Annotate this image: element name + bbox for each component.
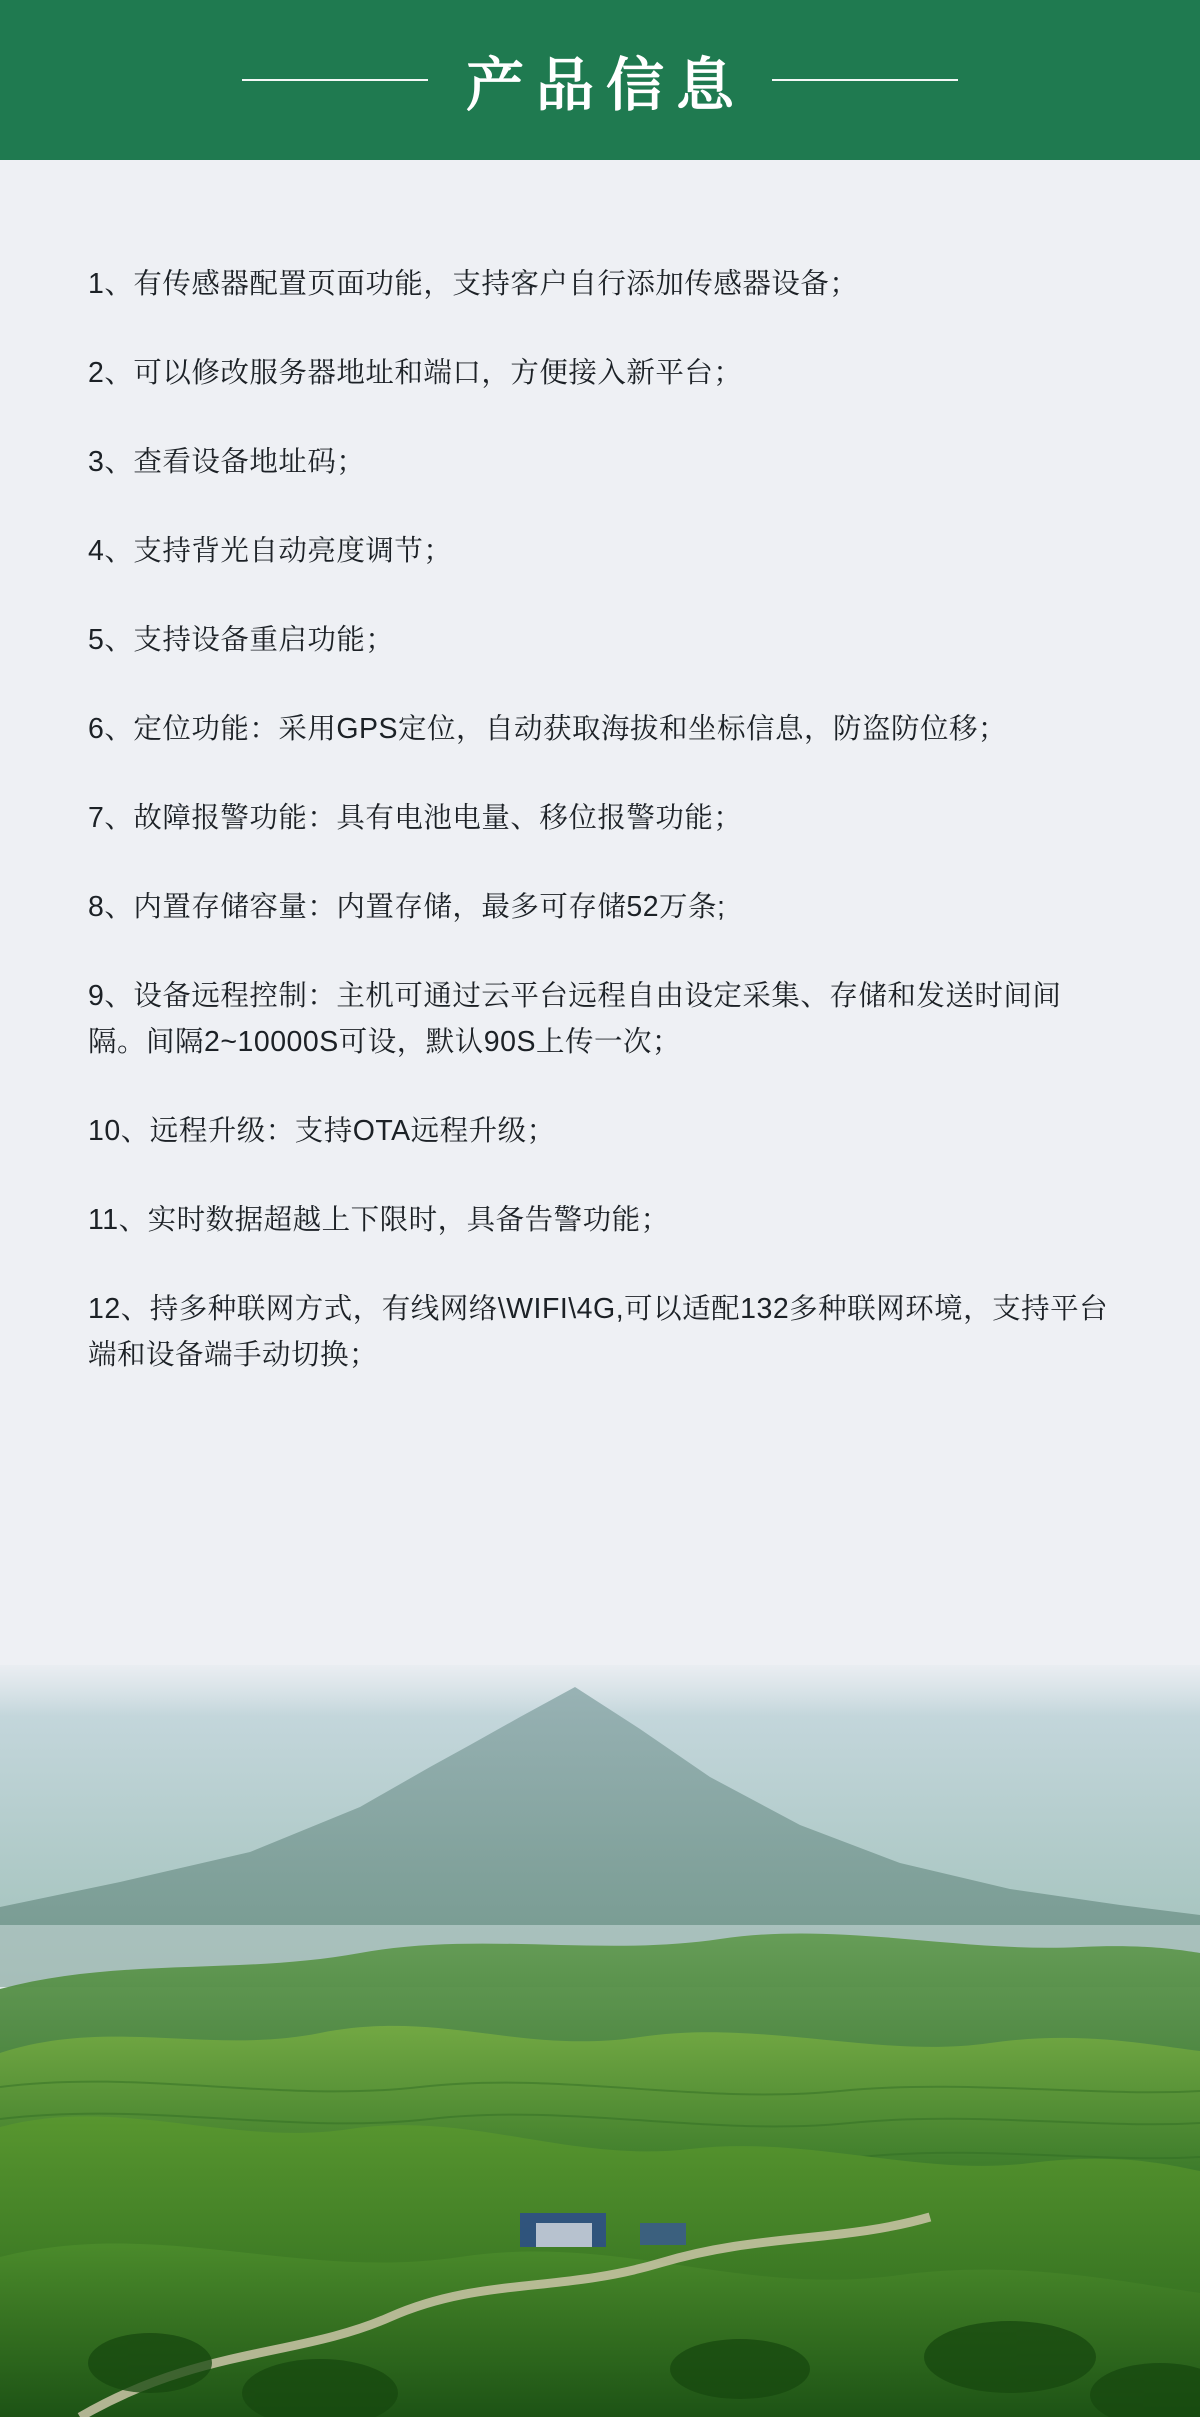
landscape-illustration — [0, 1657, 1200, 2417]
list-item: 5、支持设备重启功能； — [88, 623, 395, 656]
list-item: 11、实时数据超越上下限时，具备告警功能； — [88, 1203, 670, 1236]
list-item: 9、设备远程控制：主机可通过云平台远程自由设定采集、存储和发送时间间隔。间隔2~10000S可设，默认90S上传一次； — [88, 979, 1062, 1058]
list-item: 12、持多种联网方式，有线网络\WIFI\4G,可以适配132多种联网环境，支持平台端和设备端手动切换； — [88, 1292, 1109, 1371]
list-item: 1、有传感器配置页面功能，支持客户自行添加传感器设备； — [88, 267, 859, 300]
list-item: 7、故障报警功能：具有电池电量、移位报警功能； — [88, 801, 743, 834]
left-rule-decoration — [242, 79, 428, 81]
right-rule-decoration — [772, 79, 958, 81]
list-item: 8、内置存储容量：内置存储，最多可存储52万条; — [88, 890, 726, 923]
landscape-photo — [0, 1657, 1200, 2417]
list-item: 6、定位功能：采用GPS定位，自动获取海拔和坐标信息，防盗防位移； — [88, 712, 1008, 745]
page-header — [0, 0, 1200, 160]
list-item: 3、查看设备地址码； — [88, 445, 366, 478]
list-item: 4、支持背光自动亮度调节； — [88, 534, 453, 567]
feature-list — [0, 160, 1200, 1665]
header-inner — [242, 38, 958, 122]
list-item: 2、可以修改服务器地址和端口，方便接入新平台； — [88, 356, 743, 389]
page-title: 产品信息 — [465, 53, 746, 118]
list-item: 10、远程升级：支持OTA远程升级； — [88, 1114, 556, 1147]
